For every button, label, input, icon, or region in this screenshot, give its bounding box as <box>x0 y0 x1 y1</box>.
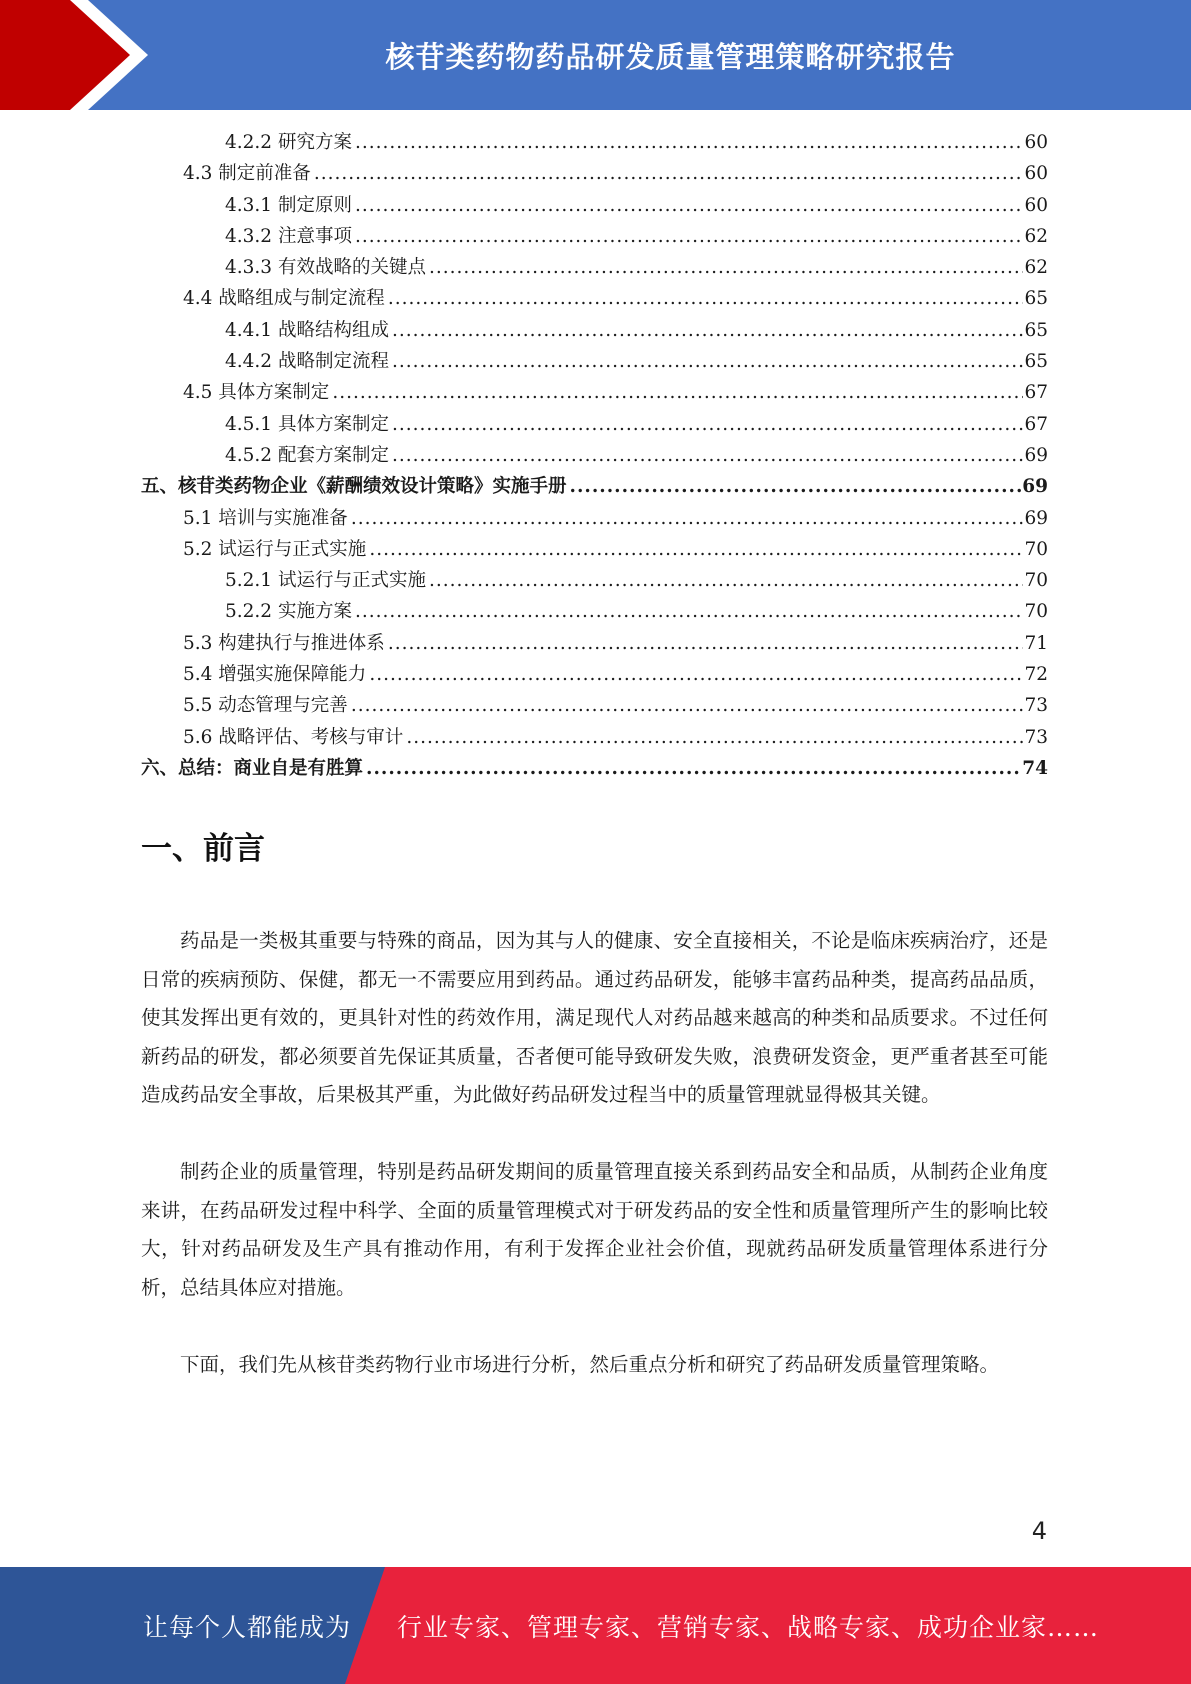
toc-entry-label: 5.2.2 实施方案 <box>225 601 352 623</box>
toc-entry[interactable] <box>141 315 1048 346</box>
toc-entry-label: 5.2 试运行与正式实施 <box>183 538 367 560</box>
toc-entry-label: 4.4.1 战略结构组成 <box>225 319 389 341</box>
toc-entry[interactable] <box>141 440 1048 471</box>
toc-dot-leader <box>429 252 1023 283</box>
toc-entry-page: 73 <box>1024 695 1048 717</box>
toc-dot-leader <box>351 503 1024 534</box>
toc-entry[interactable] <box>141 158 1048 189</box>
page-number: 4 <box>1031 1517 1047 1545</box>
toc-entry-page: 60 <box>1024 132 1048 153</box>
toc-entry[interactable] <box>141 503 1048 534</box>
toc-entry-label: 4.2.2 研究方案 <box>225 132 352 153</box>
toc-entry-page: 70 <box>1024 538 1048 560</box>
report-title: 核苷类药物药品研发质量管理策略研究报告 <box>385 39 956 74</box>
toc-entry-label: 5.6 战略评估、考核与审计 <box>183 726 404 748</box>
toc-entry-page: 69 <box>1024 507 1048 529</box>
toc-dot-leader <box>314 158 1024 189</box>
toc-entry-label: 4.5.2 配套方案制定 <box>225 444 389 466</box>
toc-entry-page: 60 <box>1024 194 1048 216</box>
toc-entry[interactable] <box>141 628 1048 659</box>
toc-entry-label: 4.5.1 具体方案制定 <box>225 413 389 435</box>
footer-slogan-right: 行业专家、管理专家、营销专家、战略专家、成功企业家…… <box>397 1612 1100 1642</box>
toc-dot-leader <box>369 534 1023 565</box>
toc-entry[interactable] <box>141 221 1048 252</box>
section-heading: 一、前言 <box>141 831 265 867</box>
toc-entry[interactable] <box>141 283 1048 314</box>
toc-dot-leader <box>369 659 1023 690</box>
toc-entry-label: 4.4.2 战略制定流程 <box>225 351 389 373</box>
header-chevron-icon <box>0 0 160 110</box>
body-text <box>141 922 1048 1423</box>
toc-dot-leader <box>355 127 1024 158</box>
paragraph: 制药企业的质量管理，特别是药品研发期间的质量管理直接关系到药品安全和品质，从制药企业角度来讲，在药品研发过程中科学、全面的质量管理模式对于研发药品的安全性和质量管理所产生的影响比较大，针对药品研发及生产具有推动作用，有利于发挥企业社会价值，现就药品研发质量管理体系进行分析，总结具体应对措施。 <box>141 1160 1048 1299</box>
toc-entry[interactable] <box>141 409 1048 440</box>
toc-entry-label: 4.3.1 制定原则 <box>225 194 352 216</box>
toc-dot-leader <box>366 753 1021 784</box>
toc-entry-label: 5.4 增强实施保障能力 <box>183 664 367 686</box>
toc-dot-leader <box>332 377 1023 408</box>
toc-entry-label: 4.5 具体方案制定 <box>183 382 330 404</box>
toc-dot-leader <box>406 722 1023 753</box>
toc-entry-page: 65 <box>1024 351 1048 373</box>
toc-entry-page: 62 <box>1024 257 1048 279</box>
toc-entry-page: 70 <box>1024 601 1048 623</box>
toc-entry-page: 69 <box>1022 476 1048 498</box>
toc-dot-leader <box>351 690 1024 721</box>
toc-dot-leader <box>392 346 1023 377</box>
toc-entry-label: 4.3 制定前准备 <box>183 163 311 185</box>
toc-entry[interactable] <box>141 252 1048 283</box>
toc-entry-page: 60 <box>1024 163 1048 185</box>
page-header <box>0 0 1191 110</box>
toc-entry[interactable] <box>141 722 1048 753</box>
toc-entry-page: 72 <box>1024 664 1048 686</box>
toc-entry-page: 65 <box>1024 288 1048 310</box>
toc-entry-page: 67 <box>1024 382 1048 404</box>
toc-entry-label: 六、总结：商业自是有胜算 <box>141 757 364 779</box>
toc-entry-label: 5.5 动态管理与完善 <box>183 695 348 717</box>
toc-dot-leader <box>355 221 1024 252</box>
toc-entry[interactable] <box>141 190 1048 221</box>
toc-entry[interactable] <box>141 346 1048 377</box>
toc-entry-label: 4.4 战略组成与制定流程 <box>183 288 385 310</box>
toc-entry-page: 62 <box>1024 225 1048 247</box>
toc-dot-leader <box>392 315 1023 346</box>
toc-entry[interactable] <box>141 377 1048 408</box>
toc-dot-leader <box>570 471 1022 502</box>
toc-dot-leader <box>355 596 1024 627</box>
toc-entry-label: 5.1 培训与实施准备 <box>183 507 348 529</box>
toc-dot-leader <box>392 440 1023 471</box>
toc-entry[interactable] <box>141 596 1048 627</box>
toc-entry-label: 4.3.3 有效战略的关键点 <box>225 257 426 279</box>
toc-entry[interactable] <box>141 127 1048 158</box>
toc-entry-label: 5.3 构建执行与推进体系 <box>183 632 385 654</box>
toc-entry[interactable] <box>141 565 1048 596</box>
toc-entry[interactable] <box>141 753 1048 784</box>
toc-entry-page: 67 <box>1024 413 1048 435</box>
toc-entry-page: 69 <box>1024 444 1048 466</box>
toc-entry-page: 74 <box>1022 757 1048 779</box>
paragraph: 药品是一类极其重要与特殊的商品，因为其与人的健康、安全直接相关，不论是临床疾病治疗，还是日常的疾病预防、保健，都无一不需要应用到药品。通过药品研发，能够丰富药品种类，提高药品品质，使其发挥出更有效的，更具针对性的药效作用，满足现代人对药品越来越高的种类和品质要求。不过任何新药品的研发，都必须要首先保证其质量，否者便可能导致研发失败，浪费研发资金，更严重者甚至可能造成药品安全事故，后果极其严重，为此做好药品研发过程当中的质量管理就显得极其关键。 <box>141 929 1048 1106</box>
toc-dot-leader <box>392 409 1023 440</box>
page-footer <box>0 1567 1191 1684</box>
paragraph: 下面，我们先从核苷类药物行业市场进行分析，然后重点分析和研究了药品研发质量管理策略。 <box>180 1352 1000 1376</box>
toc-entry[interactable] <box>141 659 1048 690</box>
footer-slogan-left: 让每个人都能成为 <box>143 1612 352 1642</box>
table-of-contents <box>141 127 1048 784</box>
toc-entry-page: 73 <box>1024 726 1048 748</box>
toc-entry-page: 70 <box>1024 570 1048 592</box>
toc-entry-page: 65 <box>1024 319 1048 341</box>
toc-entry-label: 4.3.2 注意事项 <box>225 225 352 247</box>
toc-entry-label: 五、核苷类药物企业《薪酬绩效设计策略》实施手册 <box>141 476 567 498</box>
toc-dot-leader <box>388 283 1024 314</box>
toc-entry[interactable] <box>141 534 1048 565</box>
toc-dot-leader <box>388 628 1024 659</box>
toc-entry-label: 5.2.1 试运行与正式实施 <box>225 570 426 592</box>
toc-entry-page: 71 <box>1024 632 1048 654</box>
toc-entry[interactable] <box>141 690 1048 721</box>
toc-dot-leader <box>355 190 1024 221</box>
toc-entry[interactable] <box>141 471 1048 502</box>
toc-dot-leader <box>429 565 1023 596</box>
